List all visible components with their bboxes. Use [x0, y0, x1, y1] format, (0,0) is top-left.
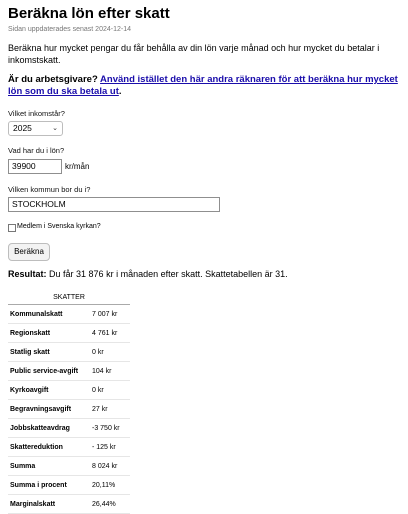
year-select[interactable] — [8, 121, 63, 136]
tax-row-label: Statlig skatt — [8, 343, 90, 362]
tax-row-value: 27 kr — [90, 400, 130, 419]
result-text — [8, 268, 400, 280]
salary-unit: kr/mån — [65, 162, 90, 171]
table-row — [8, 305, 130, 324]
tax-row-value: 7 007 kr — [90, 305, 130, 324]
employer-calculator-link[interactable]: Använd istället den här andra räknaren för att beräkna hur mycket lön som du ska betala ut — [8, 74, 398, 97]
municipality-label: Vilken kommun bor du i? — [8, 185, 91, 194]
salary-input[interactable]: 39900 — [8, 159, 62, 174]
tax-table-header-row — [8, 290, 130, 305]
page-title: Beräkna lön efter skatt — [8, 5, 170, 22]
table-row — [8, 438, 130, 457]
tax-row-value: 0 kr — [90, 343, 130, 362]
tax-row-label: Kommunalskatt — [8, 305, 90, 324]
summary-row-label: Summa i procent — [8, 476, 90, 495]
summary-row-value: 8 024 kr — [90, 457, 130, 476]
employer-period: . — [118, 86, 122, 97]
tax-row-value: - 125 kr — [90, 438, 130, 457]
tax-row-label: Kyrkoavgift — [8, 381, 90, 400]
tax-row-label: Skattereduktion — [8, 438, 90, 457]
tax-table-header: SKATTER — [8, 290, 130, 305]
salary-label: Vad har du i lön? — [8, 146, 65, 155]
tax-row-value: 4 761 kr — [90, 324, 130, 343]
summary-row-value: 26,44% — [90, 495, 130, 514]
tax-row-label: Begravningsavgift — [8, 400, 90, 419]
last-updated: Sidan uppdaterades senast 2024-12-14 — [8, 26, 131, 33]
year-select-value: 2025 — [13, 123, 32, 133]
municipality-input[interactable]: STOCKHOLM — [8, 197, 220, 212]
tax-row-value: -3 750 kr — [90, 419, 130, 438]
tax-row-value: 0 kr — [90, 381, 130, 400]
table-row — [8, 362, 130, 381]
tax-row-label: Jobbskatteavdrag — [8, 419, 90, 438]
calculate-button[interactable]: Beräkna — [8, 243, 50, 261]
result-value: Du får 31 876 kr i månaden efter skatt. Skattetabellen är 31. — [49, 269, 288, 279]
employer-note — [8, 74, 400, 98]
summary-row — [8, 457, 130, 476]
summary-row-label: Marginalskatt — [8, 495, 90, 514]
table-row — [8, 343, 130, 362]
intro-text: Beräkna hur mycket pengar du får behålla av din lön varje månad och hur mycket du betalar i inkomstskatt. — [8, 43, 380, 65]
tax-row-label: Public service-avgift — [8, 362, 90, 381]
tax-row-value: 104 kr — [90, 362, 130, 381]
employer-question: Är du arbetsgivare? — [8, 74, 98, 85]
summary-row — [8, 495, 130, 514]
chevron-down-icon: ⌄ — [52, 125, 58, 132]
table-row — [8, 324, 130, 343]
summary-row — [8, 476, 130, 495]
summary-row-value: 20,11% — [90, 476, 130, 495]
church-checkbox[interactable] — [8, 224, 16, 232]
summary-row-label: Summa — [8, 457, 90, 476]
result-label: Resultat: — [8, 269, 47, 279]
church-label: Medlem i Svenska kyrkan? — [17, 223, 101, 230]
table-row — [8, 381, 130, 400]
table-row — [8, 419, 130, 438]
year-label: Vilket inkomstår? — [8, 109, 65, 118]
table-row — [8, 400, 130, 419]
tax-row-label: Regionskatt — [8, 324, 90, 343]
tax-table — [8, 290, 130, 514]
